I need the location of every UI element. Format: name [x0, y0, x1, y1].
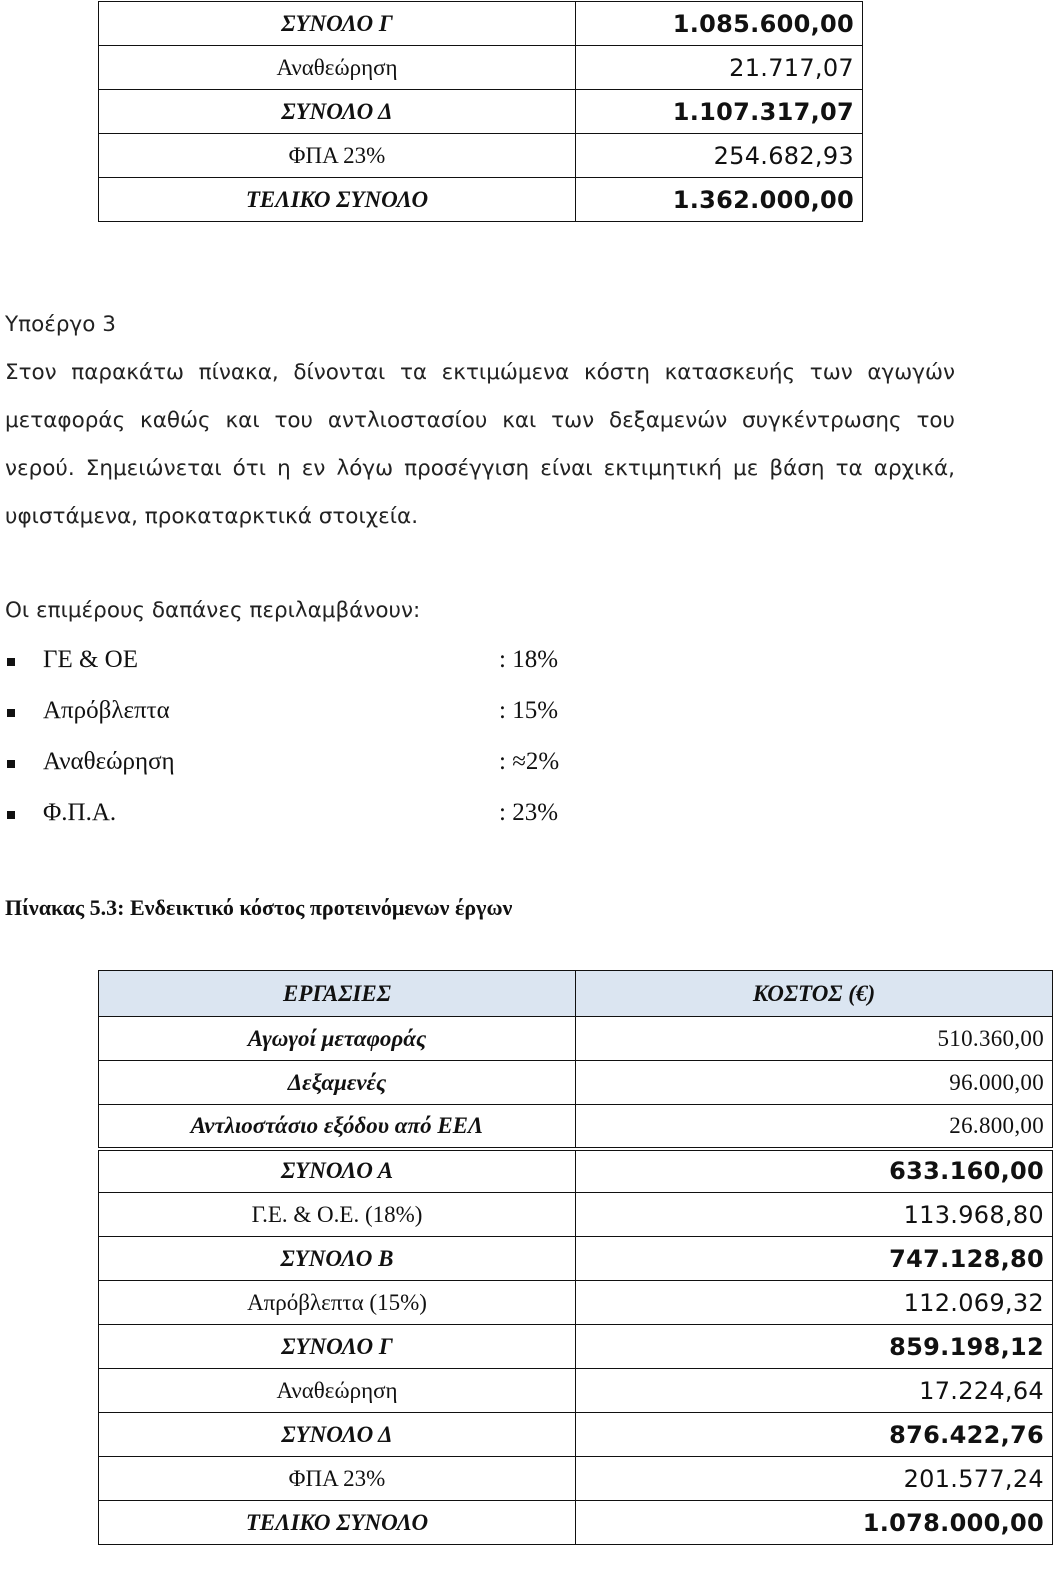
row-label: ΣΥΝΟΛΟ Γ	[99, 2, 576, 46]
square-bullet-icon	[7, 760, 15, 768]
row-label: Αναθεώρηση	[99, 46, 576, 90]
table-header-row	[99, 971, 1053, 1017]
row-label: ΦΠΑ 23%	[99, 1457, 576, 1501]
paragraph-line: νερού. Σημειώνεται ότι η εν λόγω προσέγγιση είναι εκτιμητική με βάση τα αρχικά,	[5, 456, 955, 481]
row-value: 876.422,76	[576, 1413, 1053, 1457]
table-caption: Πίνακας 5.3: Ενδεικτικό κόστος προτεινόμενων έργων	[5, 895, 513, 920]
table-row	[99, 1325, 1053, 1369]
table-row	[99, 1237, 1053, 1281]
table-row	[99, 1501, 1053, 1545]
list-item-label: ΓΕ & ΟΕ	[43, 646, 138, 673]
row-value: 21.717,07	[576, 46, 863, 90]
section-heading: Υποέργο 3	[5, 312, 116, 337]
row-value: 96.000,00	[576, 1061, 1053, 1105]
list-item-label: Φ.Π.Α.	[43, 799, 117, 826]
square-bullet-icon	[7, 658, 15, 666]
table-row	[99, 134, 863, 178]
table-row	[99, 1149, 1053, 1193]
row-label: Δεξαμενές	[99, 1061, 576, 1105]
row-label: ΣΥΝΟΛΟ Δ	[99, 1413, 576, 1457]
row-label: ΤΕΛΙΚΟ ΣΥΝΟΛΟ	[99, 178, 576, 222]
row-value: 510.360,00	[576, 1017, 1053, 1061]
row-value: 26.800,00	[576, 1105, 1053, 1149]
row-label: Αναθεώρηση	[99, 1369, 576, 1413]
row-value: 254.682,93	[576, 134, 863, 178]
row-label: Γ.Ε. & Ο.Ε. (18%)	[99, 1193, 576, 1237]
row-label: ΣΥΝΟΛΟ Α	[99, 1149, 576, 1193]
row-label: ΤΕΛΙΚΟ ΣΥΝΟΛΟ	[99, 1501, 576, 1545]
row-label: ΣΥΝΟΛΟ Β	[99, 1237, 576, 1281]
cost-table-continued	[98, 1, 863, 222]
paragraph-line: υφιστάμενα, προκαταρκτικά στοιχεία.	[5, 504, 419, 529]
square-bullet-icon	[7, 811, 15, 819]
row-value: 1.362.000,00	[576, 178, 863, 222]
row-label: ΣΥΝΟΛΟ Δ	[99, 90, 576, 134]
costs-intro: Οι επιμέρους δαπάνες περιλαμβάνουν:	[5, 598, 421, 623]
row-value: 113.968,80	[576, 1193, 1053, 1237]
table-row	[99, 1105, 1053, 1149]
table-row	[99, 178, 863, 222]
column-header-works: ΕΡΓΑΣΙΕΣ	[99, 971, 576, 1017]
cost-table	[98, 970, 1053, 1545]
row-value: 633.160,00	[576, 1149, 1053, 1193]
table-row	[99, 1017, 1053, 1061]
square-bullet-icon	[7, 709, 15, 717]
row-label: ΣΥΝΟΛΟ Γ	[99, 1325, 576, 1369]
list-item-value: : 18%	[499, 646, 559, 673]
row-value: 1.085.600,00	[576, 2, 863, 46]
row-value: 112.069,32	[576, 1281, 1053, 1325]
list-item-value: : ≈2%	[499, 748, 560, 775]
table-row	[99, 2, 863, 46]
table-row	[99, 1369, 1053, 1413]
list-item-label: Αναθεώρηση	[43, 748, 175, 775]
table-row	[99, 1281, 1053, 1325]
row-value: 201.577,24	[576, 1457, 1053, 1501]
paragraph-line: Στον παρακάτω πίνακα, δίνονται τα εκτιμώμενα κόστη κατασκευής των αγωγών	[5, 360, 955, 385]
table-row	[99, 1061, 1053, 1105]
row-value: 1.078.000,00	[576, 1501, 1053, 1545]
list-item-value: : 15%	[499, 697, 559, 724]
table-row	[99, 1457, 1053, 1501]
table-row	[99, 46, 863, 90]
list-item-value: : 23%	[499, 799, 559, 826]
column-header-cost: ΚΟΣΤΟΣ (€)	[576, 971, 1053, 1017]
row-label: Απρόβλεπτα (15%)	[99, 1281, 576, 1325]
table-row	[99, 1193, 1053, 1237]
table-row	[99, 90, 863, 134]
row-label: Αγωγοί μεταφοράς	[99, 1017, 576, 1061]
paragraph-line: μεταφοράς καθώς και του αντλιοστασίου και των δεξαμενών συγκέντρωσης του	[5, 408, 955, 433]
list-item-label: Απρόβλεπτα	[43, 697, 170, 724]
row-label: Αντλιοστάσιο εξόδου από ΕΕΛ	[99, 1105, 576, 1149]
row-value: 17.224,64	[576, 1369, 1053, 1413]
table-row	[99, 1413, 1053, 1457]
row-value: 747.128,80	[576, 1237, 1053, 1281]
row-value: 1.107.317,07	[576, 90, 863, 134]
row-value: 859.198,12	[576, 1325, 1053, 1369]
row-label: ΦΠΑ 23%	[99, 134, 576, 178]
